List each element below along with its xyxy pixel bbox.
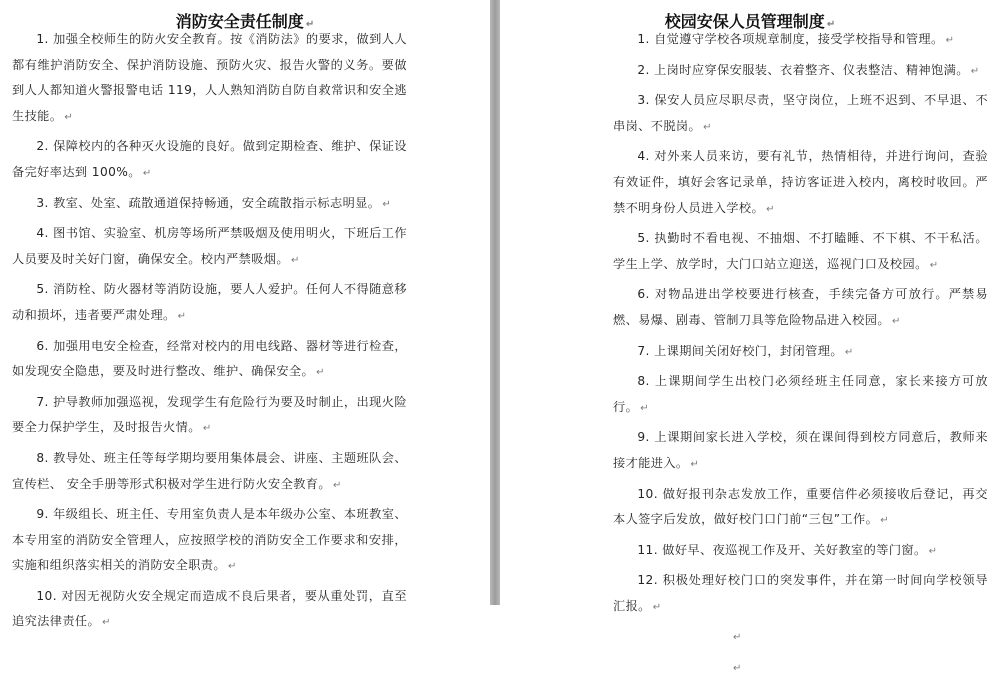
paragraph[interactable] bbox=[12, 584, 407, 636]
paragraph-text: 7. 上课期间关闭好校门，封闭管理。 bbox=[637, 343, 843, 358]
paragraph-mark-icon: ↵ bbox=[177, 310, 187, 322]
paragraph[interactable] bbox=[613, 369, 988, 421]
paragraph-text: 8. 上课期间学生出校门必须经班主任同意，家长来接方可放行。 bbox=[613, 374, 988, 414]
paragraph-mark-icon: ↵ bbox=[332, 479, 342, 491]
paragraph[interactable] bbox=[12, 334, 407, 386]
paragraph-mark-icon: ↵ bbox=[64, 111, 74, 123]
paragraph-text: 8. 教导处、班主任等每学期均要用集体晨会、讲座、主题班队会、宣传栏、 安全手册等形式积极对学生进行防火安全教育。 bbox=[12, 450, 407, 491]
paragraph-text: 1. 加强全校师生的防火安全教育。按《消防法》的要求，做到人人都有维护消防安全、保护消防设施、预防火灾、报告火警的义务。要做到人人都知道火警报警电话 119，人人熟知消防自防自救常识和安全逃生技能。 bbox=[12, 32, 407, 123]
paragraph-mark-icon: ↵ bbox=[703, 121, 712, 133]
paragraph[interactable] bbox=[613, 27, 988, 54]
paragraph[interactable] bbox=[12, 446, 407, 498]
paragraph-mark-icon: ↵ bbox=[929, 259, 939, 271]
paragraph[interactable] bbox=[12, 390, 407, 442]
page-gutter bbox=[490, 0, 500, 605]
paragraph[interactable] bbox=[613, 538, 988, 565]
paragraph[interactable] bbox=[12, 191, 407, 218]
paragraph-text: 3. 教室、处室、疏散通道保持畅通，安全疏散指示标志明显。 bbox=[36, 195, 381, 210]
document-page-right bbox=[500, 0, 1000, 675]
paragraph-text: 10. 对因无视防火安全规定而造成不良后果者，要从重处罚，直至追究法律责任。 bbox=[12, 588, 407, 629]
paragraph-mark-icon: ↵ bbox=[766, 203, 775, 215]
paragraph-text: 2. 保障校内的各种灭火设施的良好。做到定期检查、维护、保证设备完好率达到 100%。 bbox=[12, 139, 407, 179]
paragraph-mark-icon: ↵ bbox=[202, 423, 212, 435]
paragraph[interactable] bbox=[613, 425, 988, 477]
paragraph[interactable] bbox=[613, 339, 988, 366]
paragraph-mark-icon: ↵ bbox=[316, 367, 325, 379]
paragraph-mark-icon: ↵ bbox=[844, 346, 854, 358]
paragraph-text: 7. 护导教师加强巡视，发现学生有危险行为要及时制止，出现火险要全力保护学生，及时报告火情。 bbox=[12, 394, 407, 435]
page-body-left bbox=[12, 27, 407, 640]
paragraph-mark-icon: ↵ bbox=[891, 315, 901, 327]
paragraph-mark-icon: ↵ bbox=[733, 632, 742, 644]
paragraph[interactable] bbox=[613, 88, 988, 140]
paragraph-text: 5. 消防栓、防火器材等消防设施，要人人爱护。任何人不得随意移动和损坏，违者要严肃处理。 bbox=[12, 282, 407, 322]
empty-paragraph[interactable] bbox=[613, 624, 988, 651]
paragraph[interactable] bbox=[12, 502, 407, 580]
paragraph-text: 4. 图书馆、实验室、机房等场所严禁吸烟及使用明火，下班后工作人员要及时关好门窗，确保安全。校内严禁吸烟。 bbox=[12, 226, 407, 266]
paragraph-text: 1. 自觉遵守学校各项规章制度，接受学校指导和管理。 bbox=[637, 32, 944, 46]
paragraph-mark-icon: ↵ bbox=[305, 19, 315, 30]
paragraph[interactable] bbox=[12, 221, 407, 273]
paragraph-mark-icon: ↵ bbox=[880, 515, 889, 527]
paragraph-mark-icon: ↵ bbox=[945, 35, 955, 46]
paragraph-text: 12. 积极处理好校门口的突发事件，并在第一时间向学校领导汇报。 bbox=[613, 573, 988, 613]
paragraph-text: 3. 保安人员应尽职尽责，坚守岗位，上班不迟到、不早退、不串岗、不脱岗。 bbox=[613, 93, 988, 133]
paragraph-mark-icon: ↵ bbox=[652, 601, 662, 613]
paragraph[interactable] bbox=[613, 568, 988, 620]
paragraph-mark-icon: ↵ bbox=[102, 617, 111, 629]
paragraph-text: 2. 上岗时应穿保安服装、衣着整齐、仪表整洁、精神饱满。 bbox=[637, 62, 969, 77]
paragraph[interactable] bbox=[12, 277, 407, 329]
paragraph-text: 9. 上课期间家长进入学校，须在课间得到校方同意后，教师来接才能进入。 bbox=[613, 430, 988, 470]
paragraph-text: 11. 做好早、夜巡视工作及开、关好教室的等门窗。 bbox=[637, 542, 927, 557]
paragraph-mark-icon: ↵ bbox=[690, 458, 700, 470]
paragraph-mark-icon: ↵ bbox=[290, 254, 300, 266]
title-text: 校园安保人员管理制度 bbox=[664, 12, 825, 31]
paragraph-text: 10. 做好报刊杂志发放工作，重要信件必须接收后登记，再交本人签字后发放，做好校门口门前“三包”工作。 bbox=[613, 486, 988, 527]
paragraph[interactable] bbox=[613, 58, 988, 85]
paragraph-text: 9. 年级组长、班主任、专用室负责人是本年级办公室、本班教室、本专用室的消防安全管理人，应按照学校的消防安全工作要求和安排，实施和组织落实相关的消防安全职责。 bbox=[12, 507, 407, 573]
paragraph[interactable] bbox=[613, 226, 988, 278]
document-page-left bbox=[0, 0, 490, 629]
paragraph-text: 6. 加强用电安全检查，经常对校内的用电线路、器材等进行检查，如发现安全隐患，要及时进行整改、维护、确保安全。 bbox=[12, 338, 407, 379]
title-text: 消防安全责任制度 bbox=[175, 12, 304, 31]
paragraph-mark-icon: ↵ bbox=[142, 167, 152, 179]
paragraph-text: 6. 对物品进出学校要进行核查，手续完备方可放行。严禁易燃、易爆、剧毒、管制刀具等危险物品进入校园。 bbox=[613, 287, 988, 327]
paragraph-text: 5. 执勤时不看电视、不抽烟、不打瞌睡、不下棋、不干私活。学生上学、放学时，大门口站立迎送，巡视门口及校园。 bbox=[613, 231, 988, 271]
paragraph-mark-icon: ↵ bbox=[228, 561, 237, 573]
paragraph-mark-icon: ↵ bbox=[640, 402, 649, 414]
page-body-right bbox=[613, 27, 988, 686]
paragraph-mark-icon: ↵ bbox=[826, 19, 836, 30]
paragraph[interactable] bbox=[613, 144, 988, 222]
paragraph-mark-icon: ↵ bbox=[928, 545, 938, 557]
paragraph-text: 4. 对外来人员来访，要有礼节，热情相待，并进行询问，查验有效证件，填好会客记录单，持访客证进入校内，离校时收回。严禁不明身份人员进入学校。 bbox=[613, 149, 988, 215]
paragraph[interactable] bbox=[12, 134, 407, 186]
empty-paragraph[interactable] bbox=[613, 655, 988, 682]
paragraph-mark-icon: ↵ bbox=[733, 663, 742, 675]
paragraph[interactable] bbox=[613, 282, 988, 334]
paragraph[interactable] bbox=[613, 482, 988, 534]
paragraph-mark-icon: ↵ bbox=[970, 65, 980, 77]
paragraph[interactable] bbox=[12, 27, 407, 130]
paragraph-mark-icon: ↵ bbox=[382, 198, 392, 210]
